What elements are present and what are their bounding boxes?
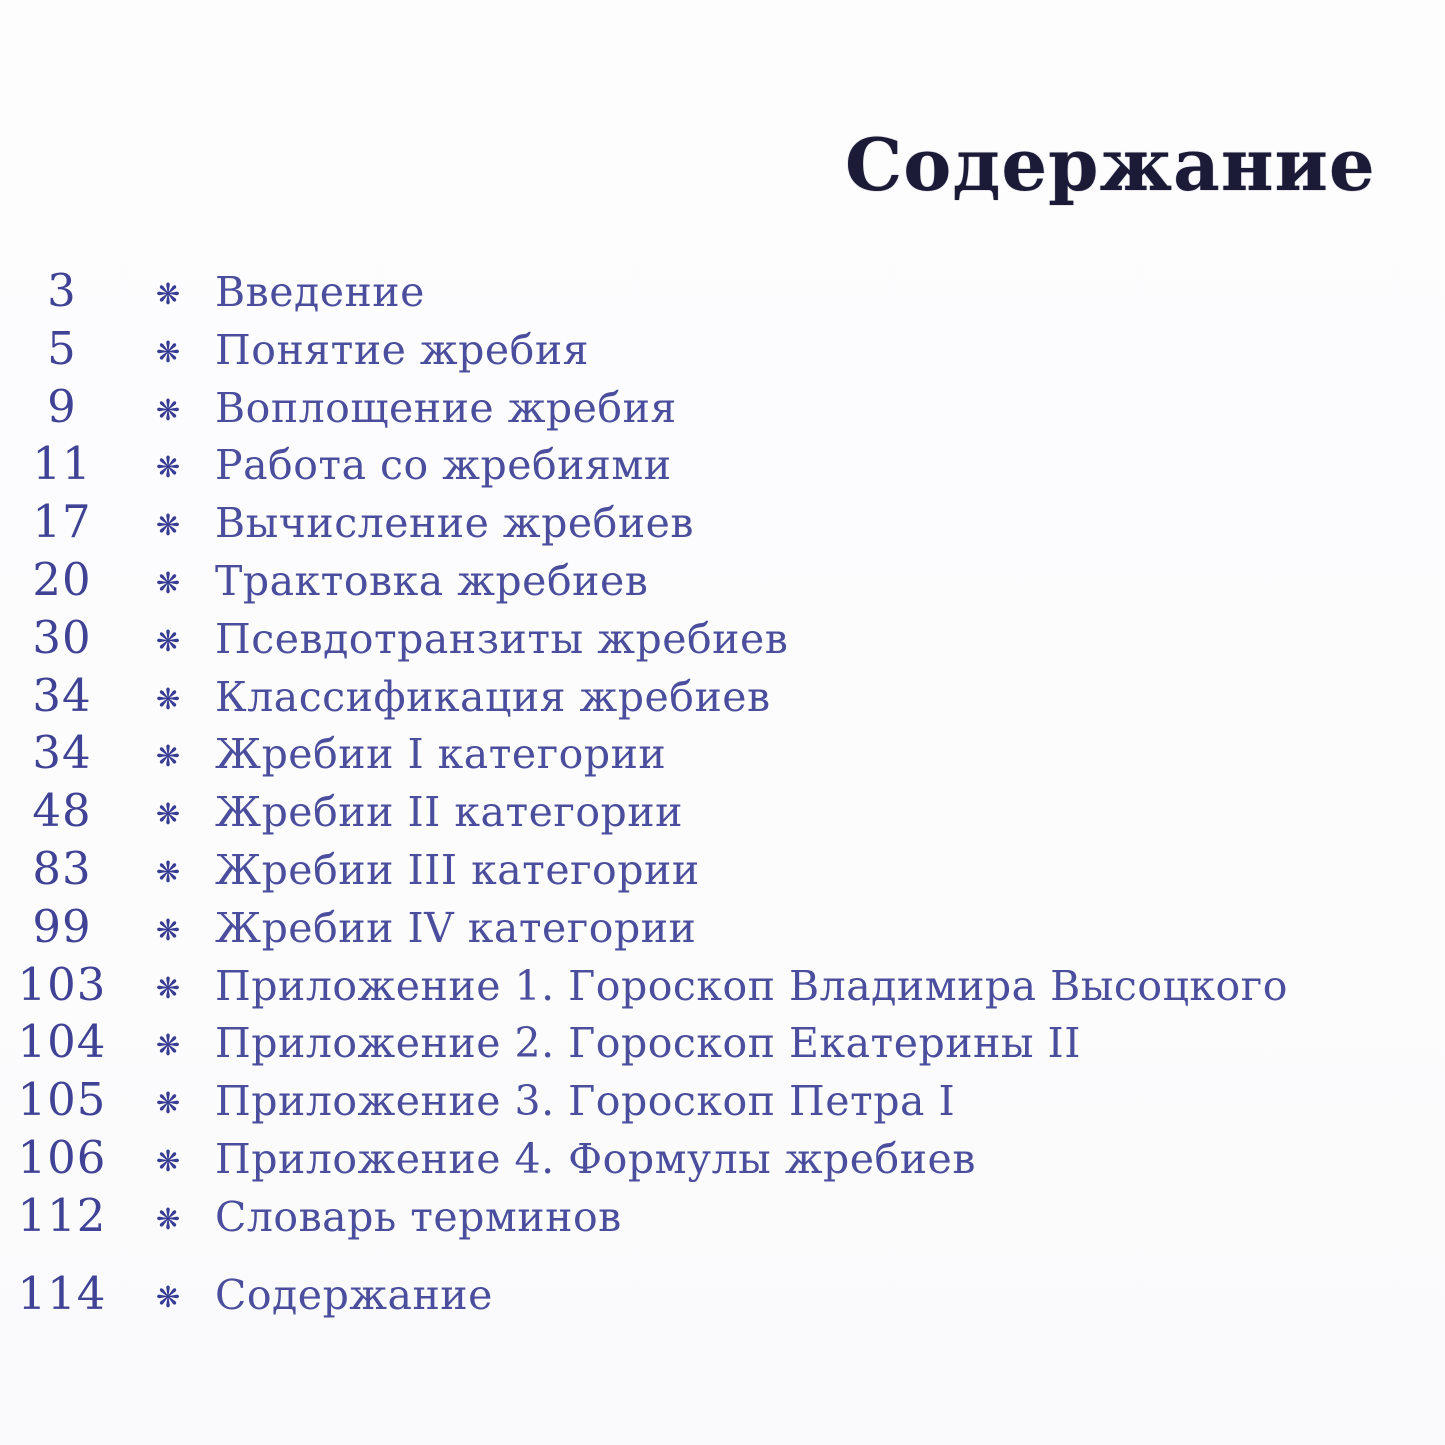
- eight-pointed-asterisk-icon: ❋: [155, 392, 181, 427]
- toc-entry-label: Приложение 1. Гороскоп Владимира Высоцкого: [215, 961, 1288, 1010]
- toc-entry-label: Трактовка жребиев: [215, 556, 649, 605]
- toc-entry-label: Понятие жребия: [215, 325, 590, 374]
- eight-pointed-asterisk-icon: ❋: [155, 277, 181, 311]
- page-number: 83: [32, 841, 92, 895]
- eight-pointed-asterisk-icon: ❋: [155, 739, 181, 774]
- toc-entry-label: Жребии IV категории: [215, 903, 697, 952]
- toc-row: [0, 1015, 1445, 1073]
- eight-pointed-asterisk-icon: ❋: [155, 854, 181, 889]
- toc-row: [0, 1267, 1445, 1325]
- toc-row: [0, 553, 1445, 611]
- toc-entry-label: Жребии II категории: [215, 788, 683, 837]
- toc-entry-label: Приложение 2. Гороскоп Екатерины II: [215, 1019, 1081, 1068]
- toc-entry-label: Словарь терминов: [215, 1192, 622, 1241]
- eight-pointed-asterisk-icon: ❋: [155, 970, 181, 1005]
- toc-row: [0, 900, 1445, 958]
- page-number: 3: [47, 264, 77, 317]
- page-number: 48: [32, 784, 92, 838]
- toc-row: [0, 264, 1445, 322]
- toc-entry-label: Жребии I категории: [215, 730, 667, 779]
- page-number: 17: [32, 495, 92, 549]
- page-number: 20: [32, 552, 92, 606]
- page-number: 99: [32, 899, 92, 953]
- toc-row: [0, 1073, 1445, 1131]
- eight-pointed-asterisk-icon: ❋: [155, 508, 181, 543]
- toc-entry-label: Воплощение жребия: [215, 383, 677, 432]
- toc-entry-label: Вычисление жребиев: [215, 499, 694, 548]
- eight-pointed-asterisk-icon: ❋: [155, 681, 181, 716]
- toc-row: [0, 380, 1445, 438]
- page-number: 105: [17, 1073, 107, 1127]
- toc-row: [0, 611, 1445, 669]
- toc-row: [0, 842, 1445, 900]
- toc-row: [0, 784, 1445, 842]
- page-number: 103: [17, 957, 107, 1011]
- toc-row: [0, 726, 1445, 784]
- page-number: 112: [17, 1188, 107, 1242]
- toc-entry-label: Содержание: [215, 1270, 493, 1319]
- page-number: 9: [47, 379, 77, 433]
- toc-row: [0, 958, 1445, 1016]
- page-number: 34: [32, 668, 92, 722]
- toc-row: [0, 1189, 1445, 1247]
- eight-pointed-asterisk-icon: ❋: [155, 450, 181, 485]
- toc-entry-label: Псевдотранзиты жребиев: [215, 614, 789, 663]
- eight-pointed-asterisk-icon: ❋: [155, 1143, 181, 1178]
- eight-pointed-asterisk-icon: ❋: [155, 912, 181, 947]
- page-number: 106: [17, 1130, 107, 1184]
- page-number: 104: [17, 1015, 107, 1069]
- page-number: 34: [32, 726, 92, 780]
- toc-entry-label: Приложение 3. Гороскоп Петра I: [215, 1077, 956, 1126]
- page-number: 5: [47, 321, 77, 375]
- eight-pointed-asterisk-icon: ❋: [155, 623, 181, 658]
- toc-entry-label: Введение: [215, 268, 425, 316]
- toc-list: [0, 264, 1445, 1324]
- page-title: Содержание: [845, 122, 1376, 207]
- toc-row: [0, 669, 1445, 727]
- toc-entry-label: Классификация жребиев: [215, 672, 771, 721]
- toc-entry-label: Приложение 4. Формулы жребиев: [215, 1134, 976, 1183]
- eight-pointed-asterisk-icon: ❋: [155, 1086, 181, 1121]
- page-number: 30: [32, 610, 92, 664]
- eight-pointed-asterisk-icon: ❋: [155, 565, 181, 600]
- eight-pointed-asterisk-icon: ❋: [155, 1279, 181, 1314]
- toc-row: [0, 437, 1445, 495]
- eight-pointed-asterisk-icon: ❋: [155, 334, 181, 369]
- eight-pointed-asterisk-icon: ❋: [155, 1028, 181, 1063]
- toc-row: [0, 1131, 1445, 1189]
- eight-pointed-asterisk-icon: ❋: [155, 1201, 181, 1236]
- toc-row: [0, 495, 1445, 553]
- toc-row: [0, 322, 1445, 380]
- toc-entry-label: Работа со жребиями: [215, 441, 672, 490]
- page-number: 114: [17, 1266, 107, 1320]
- toc-entry-label: Жребии III категории: [215, 845, 700, 894]
- eight-pointed-asterisk-icon: ❋: [155, 797, 181, 832]
- page-number: 11: [32, 437, 92, 491]
